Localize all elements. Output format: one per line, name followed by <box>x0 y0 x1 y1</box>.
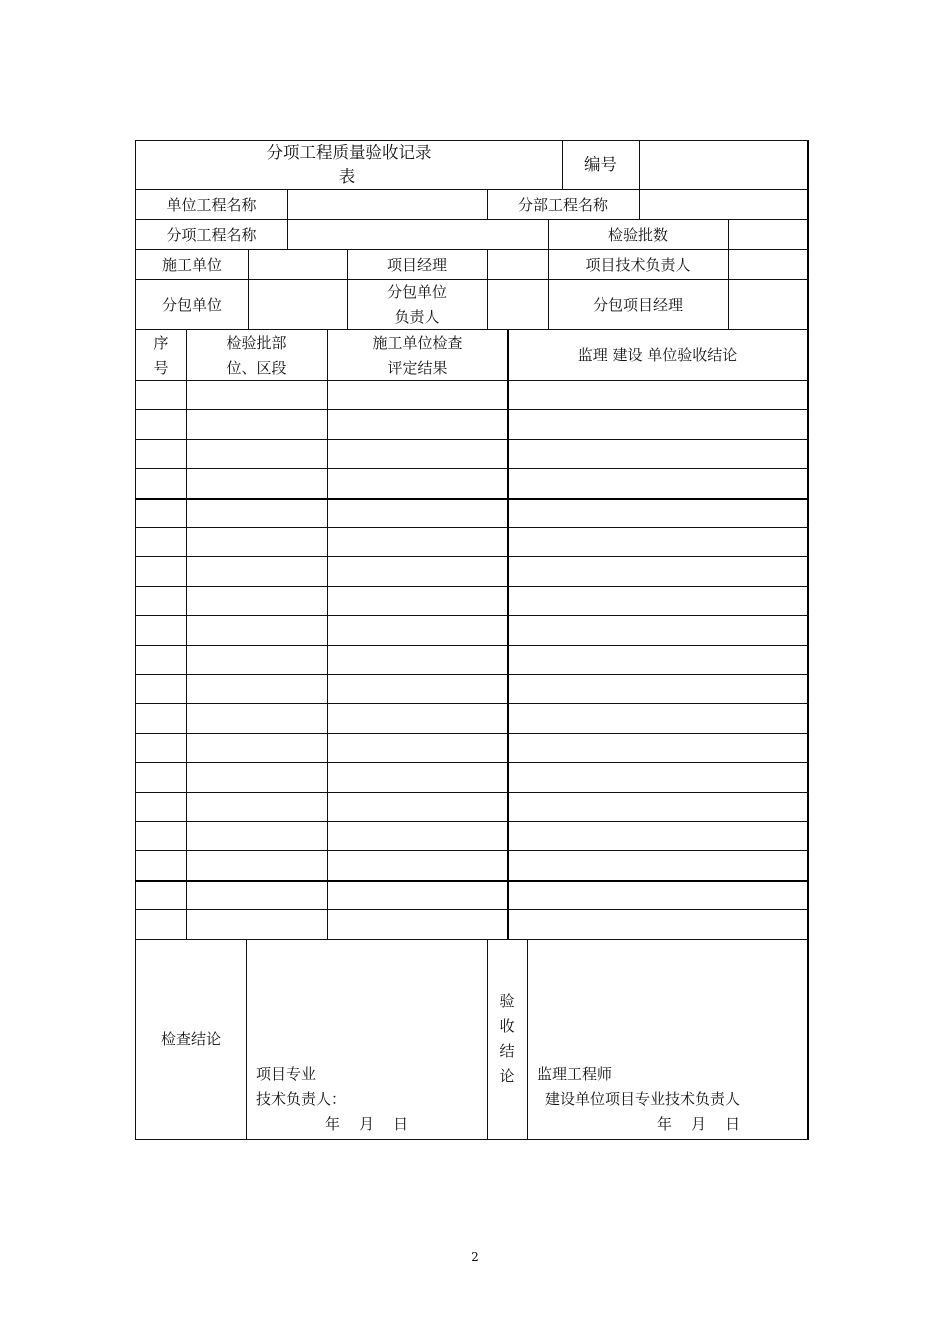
cell-construction-result[interactable] <box>327 440 508 469</box>
number-value[interactable] <box>639 141 807 189</box>
grid-line-horizontal <box>135 792 809 793</box>
cell-seq[interactable] <box>136 616 186 645</box>
grid-line-horizontal <box>135 439 809 440</box>
grid-line-vertical <box>287 190 288 250</box>
cell-construction-result[interactable] <box>327 557 508 586</box>
check-signer-line1: 项目专业 <box>256 1065 317 1083</box>
cell-location[interactable] <box>186 734 327 763</box>
grid-line-vertical <box>562 140 563 190</box>
cell-location[interactable] <box>186 793 327 822</box>
cell-acceptance[interactable] <box>508 646 807 675</box>
cell-location[interactable] <box>186 440 327 469</box>
construction-unit-value[interactable] <box>248 250 347 280</box>
subcontract-pm-value[interactable] <box>728 280 807 330</box>
unit-project-value[interactable] <box>287 190 487 220</box>
cell-location[interactable] <box>186 499 327 528</box>
grid-line-horizontal <box>135 556 809 557</box>
cell-construction-result[interactable] <box>327 381 508 410</box>
cell-construction-result[interactable] <box>327 528 508 557</box>
cell-seq[interactable] <box>136 410 186 439</box>
construction-unit-label: 施工单位 <box>161 255 222 274</box>
grid-line-vertical <box>639 140 640 220</box>
cell-location[interactable] <box>186 704 327 733</box>
form-title-line2: 表 <box>338 167 356 186</box>
grid-line-vertical <box>248 250 249 330</box>
cell-seq[interactable] <box>136 910 186 939</box>
cell-construction-result[interactable] <box>327 851 508 880</box>
tech-lead-label: 项目技术负责人 <box>585 255 691 274</box>
grid-line-horizontal <box>135 762 809 763</box>
form-title-line1: 分项工程质量验收记录 <box>266 143 432 162</box>
cell-acceptance[interactable] <box>508 910 807 939</box>
cell-acceptance[interactable] <box>508 587 807 616</box>
grid-line-vertical <box>246 939 247 1140</box>
subcontract-pm-label: 分包项目经理 <box>592 295 683 314</box>
cell-seq[interactable] <box>136 704 186 733</box>
check-date: 年 月 日 <box>325 1115 409 1133</box>
grid-line-vertical <box>507 330 509 939</box>
cell-acceptance[interactable] <box>508 616 807 645</box>
grid-line-horizontal <box>135 189 809 190</box>
grid-line-horizontal <box>135 615 809 616</box>
col-header-location: 检验批部 位、区段 <box>226 333 287 377</box>
cell-seq[interactable] <box>136 822 186 851</box>
cell-construction-result[interactable] <box>327 499 508 528</box>
grid-line-horizontal <box>135 279 809 280</box>
cell-seq[interactable] <box>136 557 186 586</box>
cell-location[interactable] <box>186 528 327 557</box>
cell-location[interactable] <box>186 557 327 586</box>
grid-line-vertical <box>487 190 488 220</box>
cell-acceptance[interactable] <box>508 793 807 822</box>
inspection-lot-count-value[interactable] <box>728 220 807 250</box>
grid-line-vertical <box>327 330 328 939</box>
cell-location[interactable] <box>186 881 327 910</box>
cell-construction-result[interactable] <box>327 410 508 439</box>
cell-seq[interactable] <box>136 675 186 704</box>
cell-location[interactable] <box>186 410 327 439</box>
division-project-value[interactable] <box>639 190 807 220</box>
grid-line-horizontal <box>135 850 809 851</box>
subitem-project-label: 分项工程名称 <box>166 225 257 244</box>
grid-line-horizontal <box>135 674 809 675</box>
cell-acceptance[interactable] <box>508 381 807 410</box>
grid-line-horizontal <box>135 498 809 500</box>
grid-line-horizontal <box>135 468 809 469</box>
cell-construction-result[interactable] <box>327 793 508 822</box>
grid-line-vertical <box>807 140 809 1140</box>
cell-seq[interactable] <box>136 528 186 557</box>
form-title <box>136 141 562 189</box>
grid-line-horizontal <box>135 140 809 141</box>
col-header-construction-result: 施工单位检查 评定结果 <box>372 333 463 377</box>
subcontract-unit-value[interactable] <box>248 280 347 330</box>
grid-line-horizontal <box>135 586 809 587</box>
grid-line-vertical <box>548 220 549 330</box>
cell-construction-result[interactable] <box>327 763 508 792</box>
acceptance-signer-line2: 建设单位项目专业技术负责人 <box>545 1090 741 1108</box>
cell-construction-result[interactable] <box>327 469 508 498</box>
cell-acceptance[interactable] <box>508 881 807 910</box>
grid-line-horizontal <box>135 703 809 704</box>
subitem-project-value[interactable] <box>287 220 548 250</box>
cell-construction-result[interactable] <box>327 616 508 645</box>
acceptance-date: 年 月 日 <box>657 1115 741 1133</box>
grid-line-horizontal <box>135 645 809 646</box>
cell-seq[interactable] <box>136 881 186 910</box>
cell-acceptance[interactable] <box>508 704 807 733</box>
cell-acceptance[interactable] <box>508 734 807 763</box>
subcontract-unit-label: 分包单位 <box>161 295 222 314</box>
cell-seq[interactable] <box>136 440 186 469</box>
unit-project-label: 单位工程名称 <box>166 195 257 214</box>
cell-seq[interactable] <box>136 793 186 822</box>
cell-construction-result[interactable] <box>327 734 508 763</box>
inspection-lot-count-label: 检验批数 <box>607 225 668 244</box>
grid-line-vertical <box>347 250 348 330</box>
grid-line-horizontal <box>135 329 809 330</box>
grid-line-vertical <box>487 939 488 1140</box>
number-label: 编号 <box>584 155 617 174</box>
cell-location[interactable] <box>186 675 327 704</box>
cell-acceptance[interactable] <box>508 469 807 498</box>
grid-line-vertical <box>135 140 136 1140</box>
cell-acceptance[interactable] <box>508 822 807 851</box>
col-header-acceptance: 监理 建设 单位验收结论 <box>577 346 738 364</box>
grid-line-vertical <box>728 220 729 330</box>
grid-line-horizontal <box>135 939 809 940</box>
cell-seq[interactable] <box>136 381 186 410</box>
cell-location[interactable] <box>186 646 327 675</box>
cell-acceptance[interactable] <box>508 528 807 557</box>
cell-construction-result[interactable] <box>327 822 508 851</box>
grid-line-vertical <box>487 250 488 330</box>
project-manager-label: 项目经理 <box>386 255 447 274</box>
grid-line-horizontal <box>135 1139 809 1140</box>
cell-seq[interactable] <box>136 763 186 792</box>
cell-seq[interactable] <box>136 587 186 616</box>
cell-construction-result[interactable] <box>327 910 508 939</box>
grid-line-horizontal <box>135 219 809 220</box>
cell-seq[interactable] <box>136 469 186 498</box>
acceptance-signer-line1: 监理工程师 <box>537 1065 613 1083</box>
cell-acceptance[interactable] <box>508 557 807 586</box>
grid-line-horizontal <box>135 821 809 822</box>
cell-seq[interactable] <box>136 851 186 880</box>
grid-line-horizontal <box>135 880 809 882</box>
cell-location[interactable] <box>186 616 327 645</box>
subcontract-lead-label: 分包单位 负责人 <box>386 283 447 326</box>
grid-line-vertical <box>186 330 187 939</box>
cell-construction-result[interactable] <box>327 587 508 616</box>
cell-acceptance[interactable] <box>508 499 807 528</box>
cell-location[interactable] <box>186 469 327 498</box>
cell-location[interactable] <box>186 851 327 880</box>
cell-location[interactable] <box>186 763 327 792</box>
cell-acceptance[interactable] <box>508 675 807 704</box>
cell-location[interactable] <box>186 822 327 851</box>
cell-acceptance[interactable] <box>508 851 807 880</box>
project-manager-value[interactable] <box>487 250 548 280</box>
cell-construction-result[interactable] <box>327 675 508 704</box>
cell-location[interactable] <box>186 587 327 616</box>
grid-line-horizontal <box>135 380 809 381</box>
division-project-label: 分部工程名称 <box>517 195 608 214</box>
page-number: 2 <box>471 1250 479 1264</box>
cell-construction-result[interactable] <box>327 881 508 910</box>
cell-seq[interactable] <box>136 734 186 763</box>
cell-seq[interactable] <box>136 646 186 675</box>
grid-line-horizontal <box>135 409 809 410</box>
acceptance-conclusion-label: 验 收 结 论 <box>499 992 515 1085</box>
cell-acceptance[interactable] <box>508 763 807 792</box>
grid-line-horizontal <box>135 527 809 528</box>
subcontract-lead-value[interactable] <box>487 280 548 330</box>
cell-construction-result[interactable] <box>327 704 508 733</box>
grid-line-vertical <box>527 939 528 1140</box>
cell-acceptance[interactable] <box>508 410 807 439</box>
cell-construction-result[interactable] <box>327 646 508 675</box>
col-header-seq: 序 号 <box>153 333 169 377</box>
grid-line-horizontal <box>135 909 809 910</box>
tech-lead-value[interactable] <box>728 250 807 280</box>
cell-location[interactable] <box>186 381 327 410</box>
check-conclusion-label: 检查结论 <box>160 1029 221 1048</box>
grid-line-horizontal <box>135 733 809 734</box>
cell-seq[interactable] <box>136 499 186 528</box>
cell-acceptance[interactable] <box>508 440 807 469</box>
check-signer-line2: 技术负责人： <box>256 1090 347 1108</box>
cell-location[interactable] <box>186 910 327 939</box>
grid-line-horizontal <box>135 249 809 250</box>
